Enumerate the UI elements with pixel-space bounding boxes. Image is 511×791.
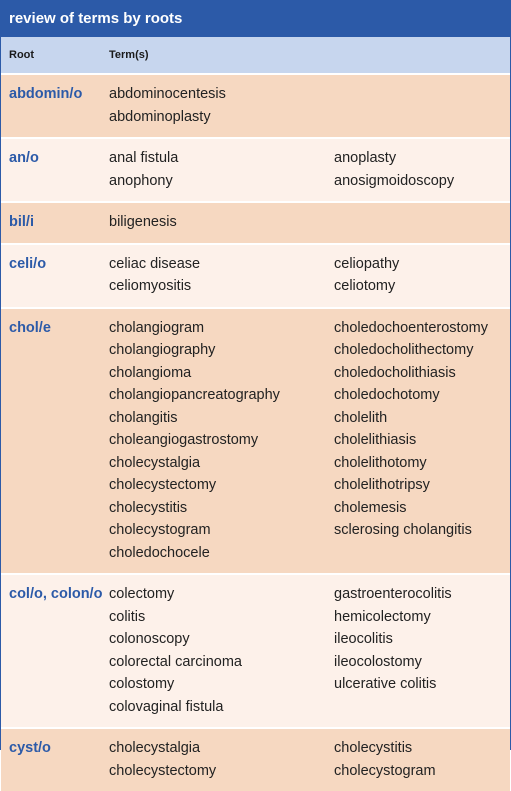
term: gastroenterocolitis xyxy=(334,586,452,602)
term: colostomy xyxy=(109,676,175,692)
root-cell: chol/e xyxy=(9,319,51,336)
term: choleangiogastrostomy xyxy=(109,432,259,448)
term: cholelithotripsy xyxy=(334,477,430,493)
term: cholangiography xyxy=(109,342,216,358)
terms-column xyxy=(334,253,504,298)
terms-column xyxy=(334,83,504,128)
table-row xyxy=(1,727,510,791)
term: hemicolectomy xyxy=(334,608,431,625)
header-root: Root xyxy=(9,49,35,61)
term: cholangiogram xyxy=(109,319,205,336)
terms-column xyxy=(109,583,334,718)
terms-column xyxy=(334,583,504,718)
table-row xyxy=(1,73,510,137)
root-cell: an/o xyxy=(9,150,39,166)
term: cholangioma xyxy=(109,364,192,381)
term: celiotomy xyxy=(334,278,396,294)
terms-column xyxy=(109,147,334,192)
term: choledochocele xyxy=(109,544,210,561)
table-title: review of terms by roots xyxy=(1,1,510,37)
table-row xyxy=(1,243,510,307)
term: anoplasty xyxy=(334,150,397,166)
term: celiopathy xyxy=(334,255,400,272)
table-body xyxy=(1,73,510,791)
term: cholecystitis xyxy=(334,740,413,756)
root-cell: cyst/o xyxy=(9,740,51,756)
term: sclerosing cholangitis xyxy=(334,522,472,538)
terms-column xyxy=(334,737,504,782)
term: cholangitis xyxy=(109,409,178,426)
term: anosigmoidoscopy xyxy=(334,172,455,189)
term: biligenesis xyxy=(109,214,177,230)
terms-column xyxy=(334,317,504,565)
term: ileocolitis xyxy=(334,631,393,647)
term: cholecystalgia xyxy=(109,740,201,756)
root-cell: bil/i xyxy=(9,214,34,230)
term: cholecystogram xyxy=(109,522,211,538)
term: abdominoplasty xyxy=(109,108,211,125)
term: cholemesis xyxy=(334,499,407,516)
table-row xyxy=(1,307,510,574)
term: colovaginal fistula xyxy=(109,698,224,715)
term: cholecystitis xyxy=(109,499,188,516)
term: ulcerative colitis xyxy=(334,676,437,692)
table-row xyxy=(1,137,510,201)
term: cholelithiasis xyxy=(334,432,417,448)
term: ileocolostomy xyxy=(334,653,422,670)
term: cholangiopancreatography xyxy=(109,387,280,403)
term: abdominocentesis xyxy=(109,86,226,102)
term: choledocholithectomy xyxy=(334,342,474,358)
terms-column xyxy=(109,211,334,234)
term: celiomyositis xyxy=(109,278,192,294)
term: cholecystectomy xyxy=(109,477,217,493)
term: colectomy xyxy=(109,586,175,602)
term: colorectal carcinoma xyxy=(109,653,242,670)
table-row xyxy=(1,201,510,243)
root-cell: col/o, colon/o xyxy=(9,586,103,602)
term: cholelithotomy xyxy=(334,454,427,471)
terms-column xyxy=(334,211,504,234)
term: colitis xyxy=(109,608,146,625)
terms-column xyxy=(109,253,334,298)
term: cholecystogram xyxy=(334,762,436,779)
terms-column xyxy=(334,147,504,192)
term: cholecystalgia xyxy=(109,454,201,471)
term: anal fistula xyxy=(109,150,179,166)
term: choledochoenterostomy xyxy=(334,319,488,336)
term: colonoscopy xyxy=(109,631,190,647)
term: choledocholithiasis xyxy=(334,364,456,381)
root-cell: celi/o xyxy=(9,255,47,272)
table-row xyxy=(1,573,510,727)
term: cholelith xyxy=(334,409,388,426)
root-cell: abdomin/o xyxy=(9,86,83,102)
terms-column xyxy=(109,317,334,565)
term: celiac disease xyxy=(109,255,201,272)
term: anophony xyxy=(109,172,173,189)
table-header xyxy=(1,37,510,73)
terms-column xyxy=(109,83,334,128)
term: cholecystectomy xyxy=(109,762,217,779)
term: choledochotomy xyxy=(334,387,440,403)
header-terms: Term(s) xyxy=(109,49,149,61)
terms-column xyxy=(109,737,334,782)
